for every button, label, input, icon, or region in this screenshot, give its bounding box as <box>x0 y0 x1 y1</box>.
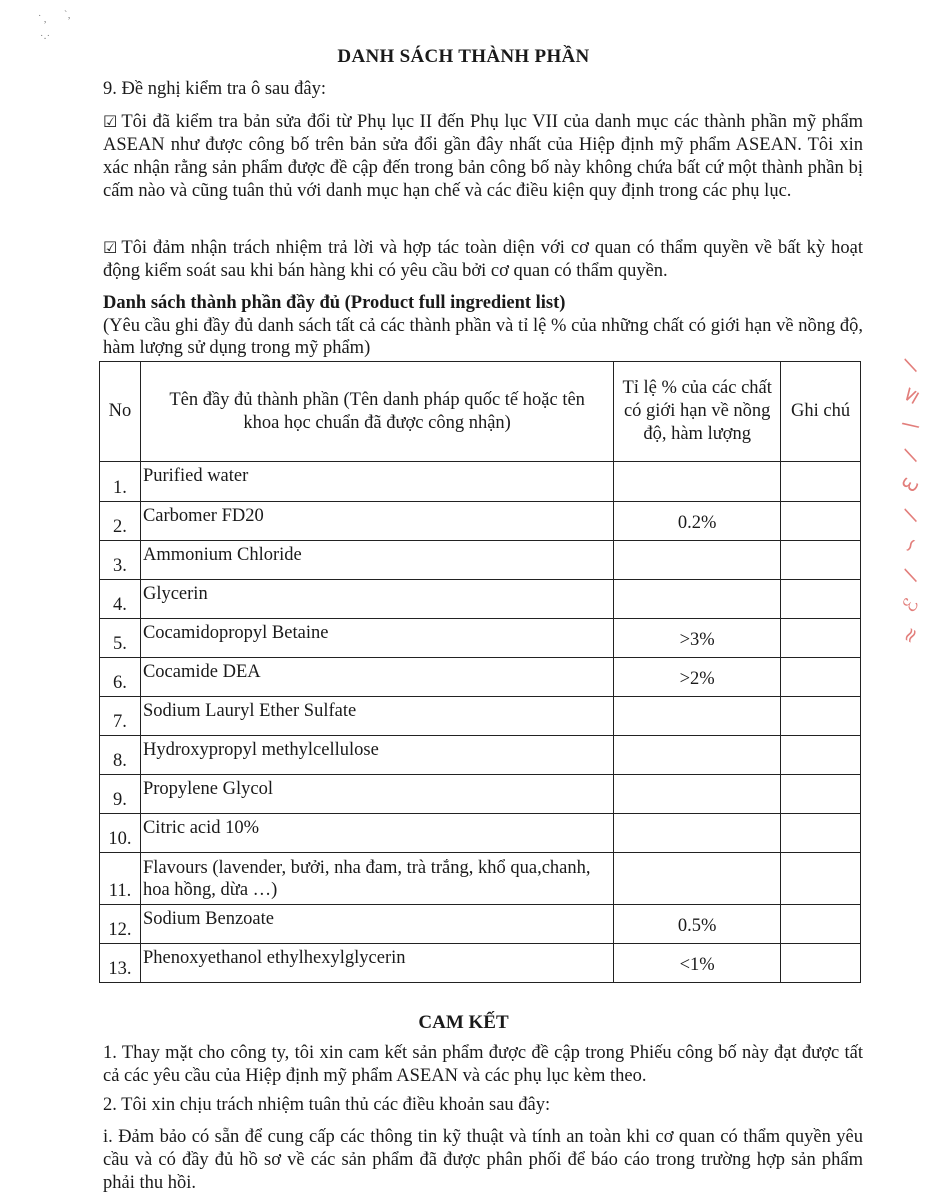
row-number: 7. <box>100 697 141 736</box>
col-header-no: No <box>100 362 141 462</box>
ingredient-note <box>781 462 861 502</box>
ingredient-percent: 0.2% <box>614 502 781 541</box>
ingredient-percent: <1% <box>614 944 781 983</box>
declaration-text-2: Tôi đảm nhận trách nhiệm trả lời và hợp tác toàn diện với cơ quan có thẩm quyền về bất kỳ hoạt động kiểm soát sau khi bán hàng khi có yêu cầu bởi cơ quan có thẩm quyền. <box>103 238 863 281</box>
row-number: 6. <box>100 658 141 697</box>
red-stamp-edge: / ≤ \ ∕ ℇ ∕ ∽ / ℰ ≈ <box>895 356 925 649</box>
col-header-percent: Tỉ lệ % của các chất có giới hạn về nồng độ, hàm lượng <box>614 362 781 462</box>
commitment-title: CAM KẾT <box>418 1012 509 1033</box>
ingredient-note <box>781 619 861 658</box>
ingredient-name: Hydroxypropyl methylcellulose <box>140 736 613 775</box>
ingredient-percent <box>614 853 781 905</box>
commitment-paragraph-2: 2. Tôi xin chịu trách nhiệm tuân thủ các điều khoản sau đây: <box>103 1095 551 1115</box>
row-number: 10. <box>100 814 141 853</box>
ingredient-name: Cocamide DEA <box>140 658 613 697</box>
table-row <box>100 580 861 619</box>
table-row <box>100 905 861 944</box>
ingredient-percent <box>614 736 781 775</box>
commitment-paragraph-1: 1. Thay mặt cho công ty, tôi xin cam kết sản phẩm được đề cập trong Phiếu công bố này đạt được tất cả các yêu cầu của Hiệp định mỹ phẩm ASEAN và các phụ lục kèm theo. <box>103 1043 863 1086</box>
table-header-row <box>100 362 861 462</box>
table-row <box>100 775 861 814</box>
row-number: 9. <box>100 775 141 814</box>
table-row <box>100 462 861 502</box>
ingredient-note <box>781 697 861 736</box>
row-number: 8. <box>100 736 141 775</box>
ingredient-percent <box>614 541 781 580</box>
table-row <box>100 697 861 736</box>
declaration-text-1: Tôi đã kiểm tra bản sửa đổi từ Phụ lục II đến Phụ lục VII của danh mục các thành phần mỹ phẩm ASEAN như được công bố trên bản sửa đổi gần đây nhất của Hiệp định mỹ phẩm ASEAN. Tôi xin xác nhận rằng sản phẩm được đề cập đến trong bản công bố này không chứa bất cứ một thành phần bị cấm nào và cũng tuân thủ với danh mục hạn chế và các điều kiện quy định trong các phụ lục. <box>103 112 863 201</box>
ingredient-name: Sodium Lauryl Ether Sulfate <box>140 697 613 736</box>
table-row <box>100 541 861 580</box>
ingredient-note <box>781 775 861 814</box>
declaration-check-2 <box>103 236 863 283</box>
ingredient-note <box>781 736 861 775</box>
ingredient-note <box>781 814 861 853</box>
ingredient-note <box>781 502 861 541</box>
ingredient-name: Citric acid 10% <box>140 814 613 853</box>
ingredient-list-heading: Danh sách thành phần đầy đủ (Product full ingredient list) <box>103 293 566 313</box>
ingredient-percent <box>614 462 781 502</box>
scan-speck: `‚ <box>64 10 71 21</box>
ingredient-note <box>781 658 861 697</box>
col-header-note: Ghi chú <box>781 362 861 462</box>
checked-box-icon: ☑ <box>103 238 118 257</box>
ingredient-name: Propylene Glycol <box>140 775 613 814</box>
page-title: DANH SÁCH THÀNH PHẦN <box>337 46 590 67</box>
ingredient-note <box>781 580 861 619</box>
table-row <box>100 658 861 697</box>
row-number: 3. <box>100 541 141 580</box>
checked-box-icon: ☑ <box>103 112 118 131</box>
ingredient-percent <box>614 580 781 619</box>
table-row <box>100 853 861 905</box>
scan-speck: ˙ , <box>38 14 47 25</box>
ingredient-note <box>781 853 861 905</box>
row-number: 2. <box>100 502 141 541</box>
commitment-paragraph-3: i. Đảm bảo có sẵn để cung cấp các thông tin kỹ thuật và tính an toàn khi cơ quan có thẩm quyền yêu cầu và có đầy đủ hồ sơ về các sản phẩm đã được phân phối để báo cáo trong trường hợp sản phẩm phải thu hồi. <box>103 1127 863 1193</box>
ingredient-list-note: (Yêu cầu ghi đầy đủ danh sách tất cả các thành phần và tỉ lệ % của những chất có giới hạn về nồng độ, hàm lượng sử dụng trong mỹ phẩm) <box>103 316 863 358</box>
ingredient-name: Carbomer FD20 <box>140 502 613 541</box>
ingredient-name: Cocamidopropyl Betaine <box>140 619 613 658</box>
table-row <box>100 502 861 541</box>
ingredient-name: Flavours (lavender, bưởi, nha đam, trà trắng, khổ qua,chanh, hoa hồng, dừa …) <box>140 853 613 905</box>
scan-speck: ˙·˙ <box>40 34 50 45</box>
ingredient-percent <box>614 697 781 736</box>
row-number: 11. <box>100 853 141 905</box>
table-row <box>100 619 861 658</box>
row-number: 12. <box>100 905 141 944</box>
row-number: 1. <box>100 462 141 502</box>
ingredient-table <box>99 361 861 983</box>
ingredient-note <box>781 905 861 944</box>
row-number: 13. <box>100 944 141 983</box>
ingredient-name: Sodium Benzoate <box>140 905 613 944</box>
ingredient-name: Glycerin <box>140 580 613 619</box>
ingredient-name: Purified water <box>140 462 613 502</box>
table-row <box>100 944 861 983</box>
col-header-name: Tên đầy đủ thành phần (Tên danh pháp quốc tế hoặc tên khoa học chuẩn đã được công nhận) <box>140 362 613 462</box>
ingredient-percent: >2% <box>614 658 781 697</box>
section-9-intro: 9. Đề nghị kiểm tra ô sau đây: <box>103 79 326 99</box>
ingredient-percent: 0.5% <box>614 905 781 944</box>
row-number: 5. <box>100 619 141 658</box>
row-number: 4. <box>100 580 141 619</box>
table-row <box>100 736 861 775</box>
ingredient-percent <box>614 775 781 814</box>
ingredient-percent: >3% <box>614 619 781 658</box>
ingredient-name: Ammonium Chloride <box>140 541 613 580</box>
ingredient-note <box>781 541 861 580</box>
ingredient-note <box>781 944 861 983</box>
ingredient-percent <box>614 814 781 853</box>
declaration-check-1 <box>103 110 863 203</box>
ingredient-name: Phenoxyethanol ethylhexylglycerin <box>140 944 613 983</box>
table-row <box>100 814 861 853</box>
